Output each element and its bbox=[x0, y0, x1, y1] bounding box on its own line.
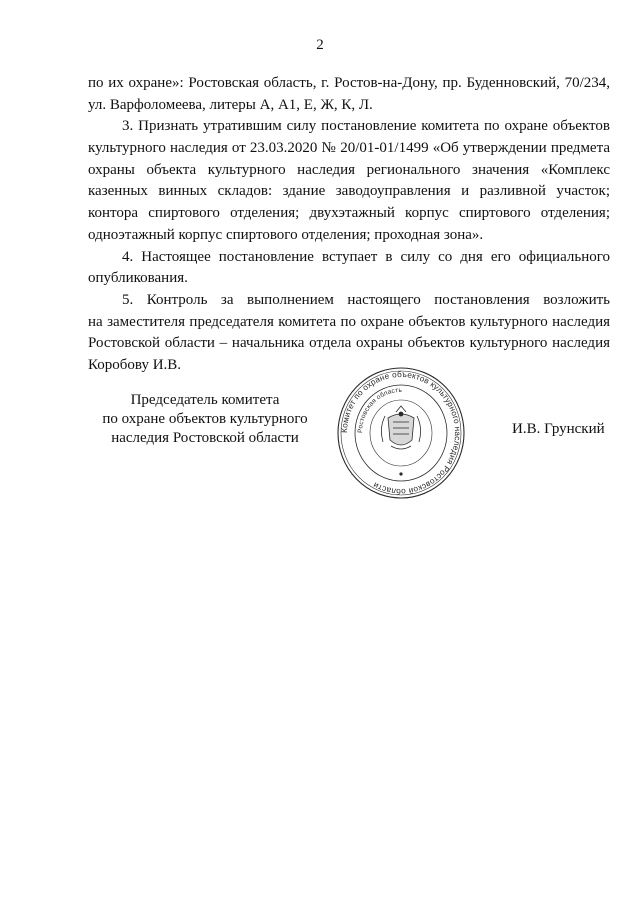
text-line: 4. Настоящее постановление вступает в силу со дня его официального bbox=[122, 248, 610, 265]
text-line: казенных винных складов: здание заводоуправления и разливной участок; bbox=[88, 183, 610, 200]
text-line: ул. Варфоломеева, литеры А, А1, Е, Ж, К, Л. bbox=[88, 96, 373, 113]
text-line: Ростовской области – начальника отдела охраны объектов культурного наследия bbox=[88, 335, 610, 352]
body-text bbox=[88, 73, 610, 377]
signatory-name: И.В. Грунский bbox=[512, 421, 605, 437]
text-line: Коробову И.В. bbox=[88, 356, 182, 373]
seal-inner-text: Ростовская область bbox=[356, 386, 403, 434]
text-line: культурного наследия от 23.03.2020 № 20/01-01/1499 «Об утверждении предмета bbox=[88, 140, 610, 157]
text-line: по их охране»: Ростовская область, г. Ростов-на-Дону, пр. Буденновский, 70/234, bbox=[88, 75, 610, 91]
text-line: 5. Контроль за выполнением настоящего постановления возложить bbox=[122, 291, 610, 308]
text-line: контора спиртового отделения; двухэтажный корпус спиртового отделения; bbox=[88, 205, 610, 222]
text-line: на заместителя председателя комитета по охране объектов культурного наследия bbox=[88, 313, 610, 330]
official-seal bbox=[336, 366, 466, 501]
signatory-position-line-2: по охране объектов культурного bbox=[102, 411, 308, 427]
signatory-position-line-3: наследия Ростовской области bbox=[111, 430, 299, 446]
text-line: опубликования. bbox=[88, 270, 188, 287]
text-line: охраны объекта культурного наследия регионального значения «Комплекс bbox=[88, 161, 610, 178]
signatory-position bbox=[100, 391, 310, 448]
text-line: одноэтажный корпус спиртового отделения; проходная зона». bbox=[88, 226, 484, 243]
page-number: 2 bbox=[316, 37, 324, 53]
coat-of-arms-emblem bbox=[381, 406, 420, 449]
seal-outer-text: Комитет по охране объектов культурного наследия Ростовской области bbox=[339, 369, 463, 497]
signatory-position-line-1: Председатель комитета bbox=[130, 392, 280, 408]
text-line: 3. Признать утратившим силу постановление комитета по охране объектов bbox=[122, 118, 610, 135]
